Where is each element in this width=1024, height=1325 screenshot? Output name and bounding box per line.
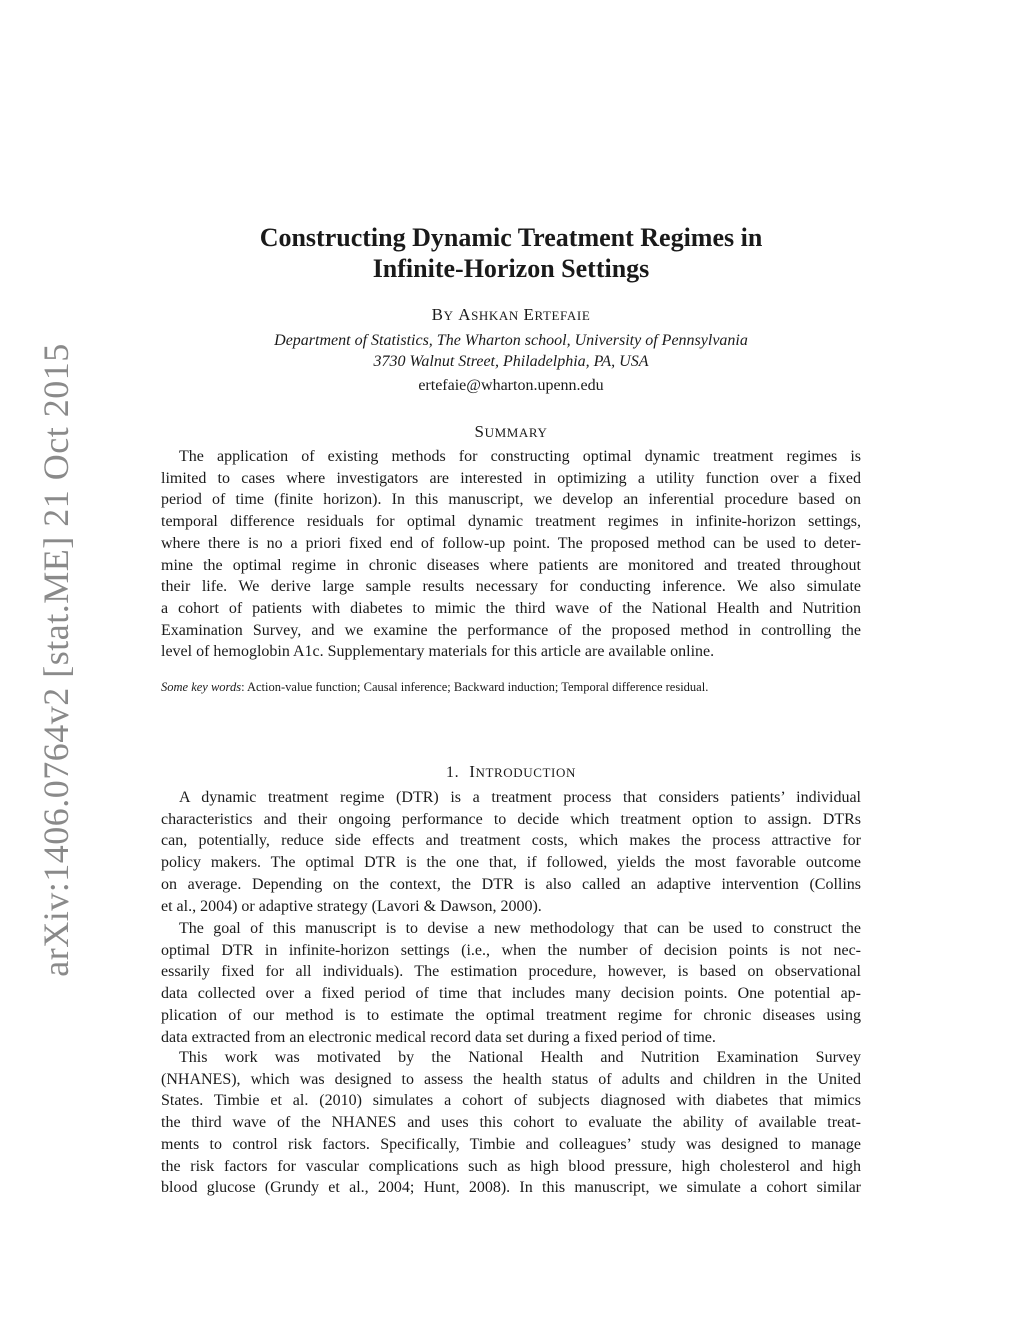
intro-line: This work was motivated by the National Health and Nutrition Examination Survey [179,1049,861,1066]
intro-line: can, potentially, reduce side effects and treatment costs, which makes the process attractive for [161,832,861,850]
summary-line: their life. We derive large sample results necessary for conducting inference. We also simulate [161,578,861,596]
keywords [161,680,861,695]
author-first-rest: SHKAN [471,308,519,323]
section-heading-initial: I [469,762,476,781]
summary-heading [160,422,862,442]
intro-paragraph-3 [161,1047,861,1199]
intro-line: on average. Depending on the context, the DTR is also called an adaptive intervention (Collins [161,875,861,893]
title-line: Constructing Dynamic Treatment Regimes in [259,223,763,252]
intro-line: policy makers. The optimal DTR is the one that, if followed, yields the most favorable outcome [161,854,861,872]
paper-title [160,222,862,284]
intro-paragraph-1 [161,787,861,917]
author-last-initial: E [523,305,535,324]
summary-line: The application of existing methods for constructing optimal dynamic treatment regimes is [179,448,861,465]
summary-line: period of time (finite horizon). In this manuscript, we develop an inferential procedure based on [161,491,861,509]
author-byline [160,305,862,325]
intro-line: characteristics and their ongoing performance to decide which treatment option to assign. DTRs [161,810,861,828]
summary-line: Examination Survey, and we examine the performance of the proposed method in controlling the [161,621,861,639]
section-heading-introduction [160,762,862,782]
author-by-rest: Y [443,308,454,323]
intro-line: The goal of this manuscript is to devise a new methodology that can be used to construct the [179,920,861,937]
summary-heading-rest: UMMARY [484,425,548,440]
intro-line: blood glucose (Grundy et al., 2004; Hunt, 2008). In this manuscript, we simulate a cohort similar [161,1179,861,1197]
keywords-label: Some key words [161,680,242,694]
affiliation [160,330,862,372]
summary-line: a cohort of patients with diabetes to mimic the third wave of the National Health and Nutrition [161,599,861,617]
intro-line: data collected over a fixed period of time that includes many decision points. One potential ap- [161,985,861,1003]
author-last-rest: RTEFAIE [534,308,591,323]
title-line: Infinite-Horizon Settings [372,254,650,283]
intro-line: data extracted from an electronic medical record data set during a fixed period of time. [161,1028,716,1046]
intro-line: the third wave of the NHANES and uses this cohort to evaluate the ability of available treat- [161,1114,861,1132]
intro-line: essarily fixed for all individuals). The estimation procedure, however, is based on observational [161,963,861,981]
intro-line: plication of our method is to estimate the optimal treatment regime for chronic diseases using [161,1006,861,1024]
intro-paragraph-2 [161,918,861,1048]
summary-line: where there is no a priori fixed end of follow-up point. The proposed method can be used to deter- [161,534,861,552]
intro-line: (NHANES), which was designed to assess the health status of adults and children in the United [161,1070,861,1088]
intro-line: the risk factors for vascular complications such as high blood pressure, high cholesterol and high [161,1157,861,1175]
summary-heading-initial: S [474,422,485,441]
summary-line: mine the optimal regime in chronic diseases where patients are monitored and treated throughout [161,556,861,574]
author-by-initial: B [431,305,444,324]
intro-line: et al., 2004) or adaptive strategy (Lavori & Dawson, 2000). [161,897,542,915]
summary-line: limited to cases where investigators are interested in optimizing a utility function over a fixed [161,469,861,487]
intro-line: ments to control risk factors. Specifically, Timbie and colleagues’ study was designed to manage [161,1135,861,1153]
intro-line: optimal DTR in infinite-horizon settings (i.e., when the number of decision points is not nec- [161,941,861,959]
affiliation-line: Department of Statistics, The Wharton school, University of Pennsylvania [274,332,748,349]
author-first-initial: A [458,305,472,324]
affiliation-line: 3730 Walnut Street, Philadelphia, PA, USA [373,353,649,370]
section-number: 1. [446,764,460,781]
keywords-text: : Action-value function; Causal inference; Backward induction; Temporal difference residual. [241,680,709,694]
summary-line: temporal difference residuals for optimal dynamic treatment regimes in infinite-horizon settings, [161,513,861,531]
summary-line: level of hemoglobin A1c. Supplementary materials for this article are available online. [161,643,715,661]
author-email: ertefaie@wharton.upenn.edu [418,377,604,394]
summary-paragraph [161,446,861,663]
arxiv-identifier: arXiv:1406.0764v2 [stat.ME] 21 Oct 2015 [36,343,76,977]
intro-line: States. Timbie et al. (2010) simulates a cohort of subjects diagnosed with diabetes that mimics [161,1092,861,1110]
intro-line: A dynamic treatment regime (DTR) is a treatment process that considers patients’ individual [179,789,861,806]
section-heading-rest: NTRODUCTION [475,765,576,780]
